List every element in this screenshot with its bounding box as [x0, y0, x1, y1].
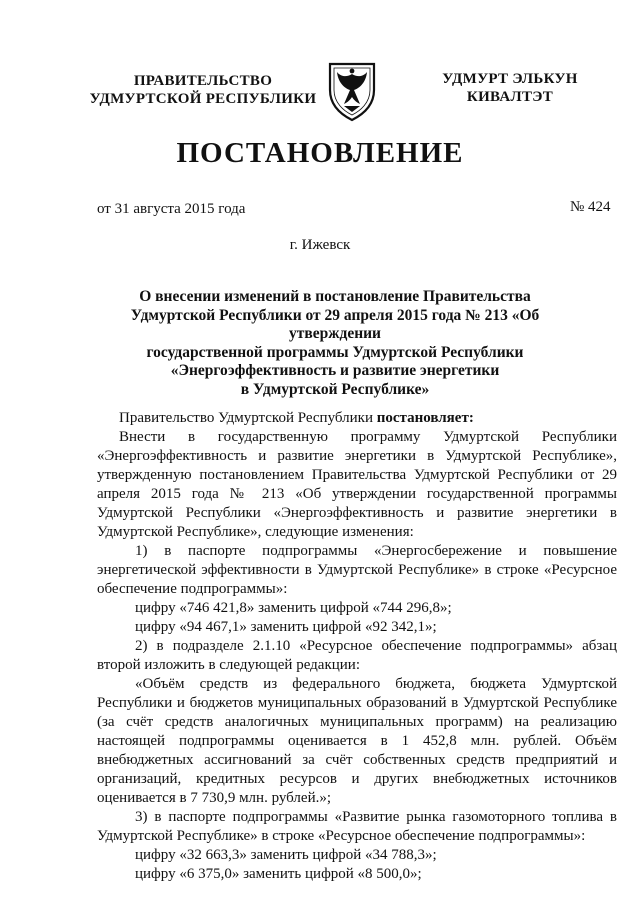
government-name-line-1: ПРАВИТЕЛЬСТВО [133, 73, 273, 89]
item-3: 3) в паспорте подпрограммы «Развитие рынка газомоторного топлива в Удмуртской Республике» в строке «Ресурсное обеспечение подпрограммы»: [97, 809, 617, 844]
item-1b: цифру «94 467,1» заменить цифрой «92 342,1»; [135, 619, 437, 635]
government-name-line-2: УДМУРТСКОЙ РЕСПУБЛИКИ [89, 91, 317, 107]
item-1a: цифру «746 421,8» заменить цифрой «744 296,8»; [135, 600, 452, 616]
coat-of-arms-icon [326, 60, 378, 122]
subject-line: «Энергоэффективность и развитие энергетики [170, 362, 500, 379]
subject-line: государственной программы Удмуртской Республики [146, 343, 524, 361]
item-2-quote: «Объём средств из федерального бюджета, бюджета Удмуртской Республики и бюджетов муниципальных образований в Удмуртской Республике (за счёт средств аналогичных муниципальных программ) на реализацию настоящей подпрограммы оценивается в 1 452,8 млн. рублей. Объём внебюджетных ассигнований за счёт собственных средств предприятий и организаций, кредитных ресурсов и других внебюджетных источников оценивается в 7 730,9 млн. рублей.»; [97, 676, 617, 806]
item-1: 1) в паспорте подпрограммы «Энергосбережение и повышение энергетической эффективности в Удмуртской Республике» в строке «Ресурсное обеспечение подпрограммы»: [97, 543, 617, 597]
udmurt-name-line-2: КИВАЛТЭТ [466, 89, 554, 105]
document-title: ПОСТАНОВЛЕНИЕ [176, 137, 464, 169]
subject-line: в Удмуртской Республике» [240, 380, 430, 398]
subject-line: Удмуртской Республики от 29 апреля 2015 года № 213 «Об утверждении [130, 306, 540, 342]
intro-text: Правительство Удмуртской Республики [119, 410, 377, 426]
paragraph-main: Внести в государственную программу Удмуртской Республики «Энергоэффективность и развитие энергетики в Удмуртской Республике», утвержденную постановлением Правительства Удмуртской Республики от 29 апреля 2015 года № 213 «Об утверждении государственной программы Удмуртской Республики «Энергоэффективность и развитие энергетики в Удмуртской Республике», следующие изменения: [97, 429, 617, 540]
udmurt-name-line-1: УДМУРТ ЭЛЬКУН [442, 71, 578, 87]
intro-decree-word: постановляет: [376, 410, 474, 426]
document-city: г. Ижевск [289, 237, 351, 253]
document-body [97, 409, 617, 884]
item-3b: цифру «6 375,0» заменить цифрой «8 500,0»; [135, 866, 422, 882]
item-2: 2) в подразделе 2.1.10 «Ресурсное обеспечение подпрограммы» абзац второй изложить в следующей редакции: [97, 638, 617, 673]
document-subject [90, 288, 580, 399]
item-3a: цифру «32 663,3» заменить цифрой «34 788,3»; [135, 847, 437, 863]
government-name-russian [78, 72, 328, 108]
document-date: от 31 августа 2015 года [97, 201, 246, 217]
subject-line: О внесении изменений в постановление Правительства [139, 288, 531, 305]
document-number: № 424 [570, 199, 611, 215]
intro-paragraph [97, 409, 617, 428]
government-name-udmurt [410, 70, 610, 106]
